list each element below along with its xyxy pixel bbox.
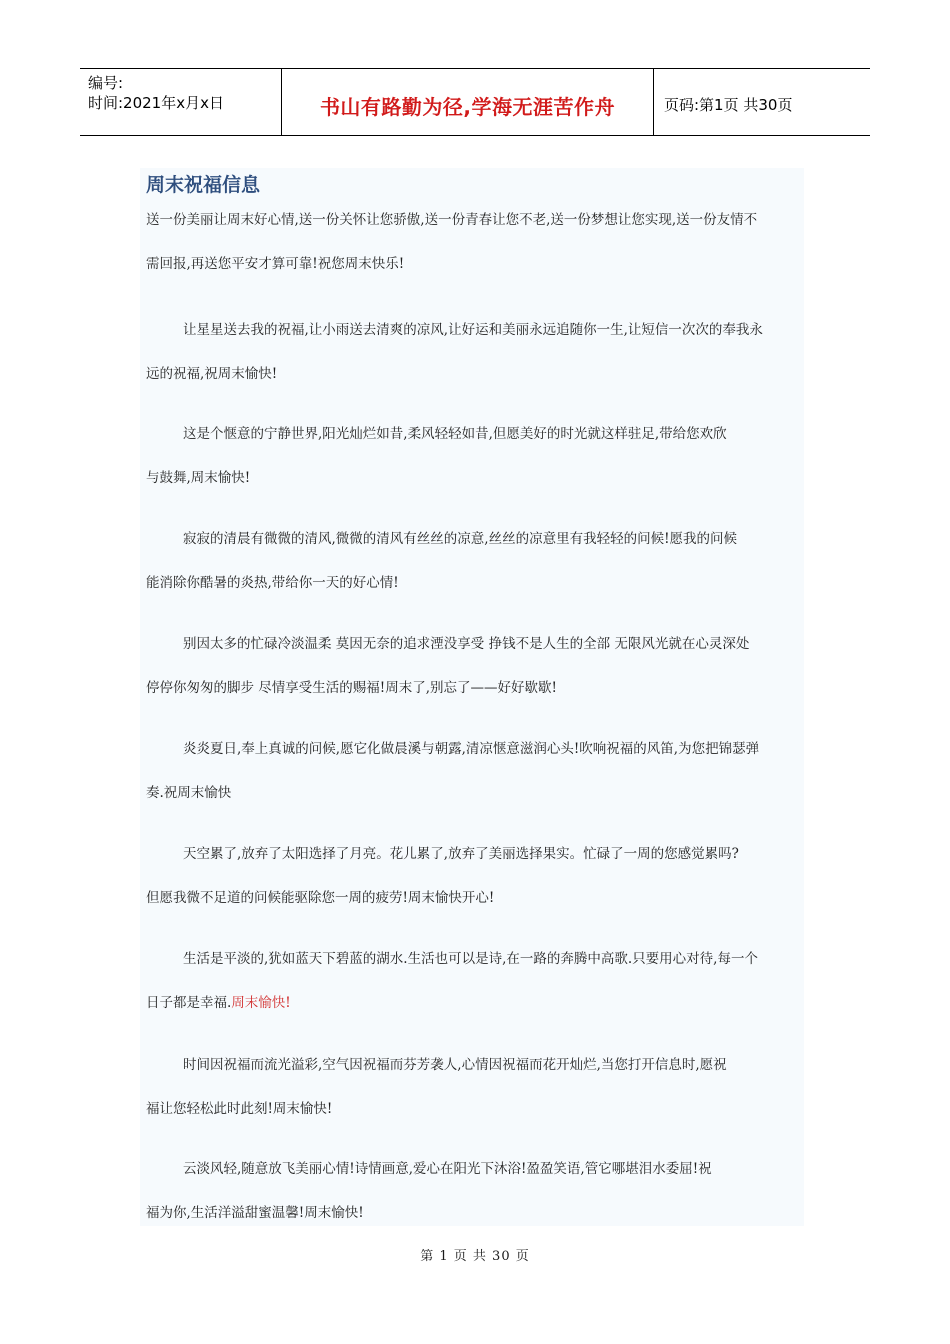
paragraph-2 <box>146 308 802 396</box>
paragraph-line: 让星星送去我的祝福,让小雨送去清爽的凉风,让好运和美丽永远追随你一生,让短信一次次的奉我永 <box>183 322 763 338</box>
paragraph-line: 远的祝福,祝周末愉快! <box>146 366 278 382</box>
paragraph-line: 与鼓舞,周末愉快! <box>146 470 251 486</box>
header-time-label: 时间:2021年x月x日 <box>88 94 224 112</box>
paragraph-8 <box>146 937 802 1025</box>
paragraph-line: 这是个惬意的宁静世界,阳光灿烂如昔,柔风轻轻如昔,但愿美好的时光就这样驻足,带给您欢欣 <box>183 426 727 442</box>
paragraph-6 <box>146 727 802 815</box>
paragraph-line-text: 日子都是幸福. <box>146 995 232 1011</box>
paragraph-line: 炎炎夏日,奉上真诚的问候,愿它化做晨溪与朝露,清凉惬意滋润心头!吹响祝福的风笛,为您把锦瑟弹 <box>183 741 760 757</box>
header-page-info: 页码:第1页 共30页 <box>664 95 793 114</box>
paragraph-line: 天空累了,放弃了太阳选择了月亮。花儿累了,放弃了美丽选择果实。忙碌了一周的您感觉累吗? <box>183 846 739 862</box>
paragraph-9 <box>146 1043 802 1131</box>
document-header <box>80 68 870 136</box>
paragraph-line: 但愿我微不足道的问候能驱除您一周的疲劳!周末愉快开心! <box>146 890 495 906</box>
paragraph-1 <box>146 198 802 286</box>
paragraph-line: 需回报,再送您平安才算可靠!祝您周末快乐! <box>146 256 405 272</box>
paragraph-line: 送一份美丽让周末好心情,送一份关怀让您骄傲,送一份青春让您不老,送一份梦想让您实现,送一份友情不 <box>146 212 758 228</box>
paragraph-line: 停停你匆匆的脚步 尽情享受生活的赐福!周末了,别忘了——好好歇歇! <box>146 680 557 696</box>
paragraph-line: 寂寂的清晨有微微的清风,微微的清风有丝丝的凉意,丝丝的凉意里有我轻轻的问候!愿我的问候 <box>183 531 738 547</box>
paragraph-3 <box>146 412 802 500</box>
page-footer: 第 1 页 共 30 页 <box>420 1249 530 1264</box>
paragraph-line: 时间因祝福而流光溢彩,空气因祝福而芬芳袭人,心情因祝福而花开灿烂,当您打开信息时,愿祝 <box>183 1057 727 1073</box>
paragraph-line: 云淡风轻,随意放飞美丽心情!诗情画意,爱心在阳光下沐浴!盈盈笑语,管它哪堪泪水委屈!祝 <box>183 1161 712 1177</box>
document-title: 周末祝福信息 <box>146 174 261 196</box>
header-number-label: 编号: <box>88 74 124 92</box>
paragraph-line: 奏.祝周末愉快 <box>146 785 232 801</box>
paragraph-10 <box>146 1147 802 1235</box>
paragraph-7 <box>146 832 802 920</box>
paragraph-line: 生活是平淡的,犹如蓝天下碧蓝的湖水.生活也可以是诗,在一路的奔腾中高歌.只要用心对待,每一个 <box>183 951 758 967</box>
paragraph-5 <box>146 622 802 710</box>
paragraph-line: 福让您轻松此时此刻!周末愉快! <box>146 1101 333 1117</box>
paragraph-line: 能消除你酷暑的炎热,带给你一天的好心情! <box>146 575 399 591</box>
highlighted-text: 周末愉快! <box>231 995 291 1011</box>
paragraph-line: 别因太多的忙碌冷淡温柔 莫因无奈的追求湮没享受 挣钱不是人生的全部 无限风光就在心灵深处 <box>183 636 750 652</box>
paragraph-line: 福为你,生活洋溢甜蜜温馨!周末愉快! <box>146 1205 364 1221</box>
header-motto: 书山有路勤为径,学海无涯苦作舟 <box>282 69 654 135</box>
header-meta <box>80 69 282 135</box>
paragraph-line-with-highlight <box>146 981 802 1025</box>
paragraph-4 <box>146 517 802 605</box>
